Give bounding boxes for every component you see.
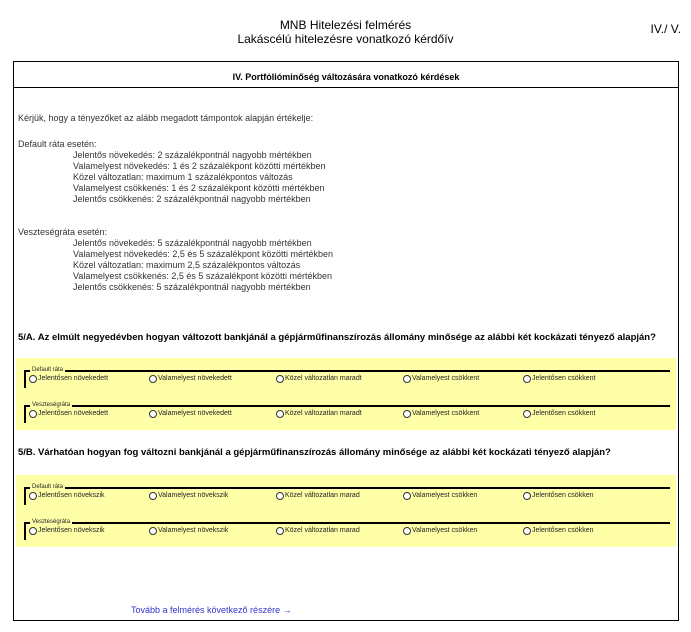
q5a-loss-option-5[interactable]: Jelentősen csökkent — [523, 409, 595, 419]
group-label: Veszteségráta — [32, 519, 71, 525]
q5b-loss-option-2[interactable]: Valamelyest növekszik — [149, 526, 228, 536]
q5b-default-option-3[interactable]: Közel változatlan marad — [276, 491, 360, 501]
section-divider — [14, 87, 678, 88]
list-item: Közel változatlan: maximum 2,5 százalékpontos változás — [73, 260, 301, 270]
default-rate-list — [73, 150, 325, 205]
radio-icon[interactable] — [403, 527, 411, 535]
q5a-default-rate-group — [24, 367, 670, 388]
q5b-default-option-1[interactable]: Jelentősen növekszik — [29, 491, 105, 501]
page-header — [0, 18, 691, 46]
header-subtitle: Lakáscélú hitelezésre vonatkozó kérdőív — [237, 32, 454, 46]
section-title: IV. Portfólióminőség változására vonatkozó kérdések — [232, 72, 460, 82]
q5a-loss-option-1[interactable]: Jelentősen növekedett — [29, 409, 108, 419]
q5a-default-option-2[interactable]: Valamelyest növekedett — [149, 374, 232, 384]
questionnaire-frame — [13, 61, 679, 621]
list-item: Valamelyest növekedés: 2,5 és 5 százalékpont közötti mértékben — [73, 249, 333, 259]
radio-icon[interactable] — [523, 527, 531, 535]
q5b-loss-option-4[interactable]: Valamelyest csökken — [403, 526, 477, 536]
list-item: Valamelyest csökkenés: 2,5 és 5 százalékpont közötti mértékben — [73, 271, 332, 281]
group-label: Veszteségráta — [32, 402, 71, 408]
radio-icon[interactable] — [276, 410, 284, 418]
question-5a: 5/A. Az elmúlt negyedévben hogyan változott bankjánál a gépjárműfinanszírozás állomány minősége az alábbi két kockázati tényező alapján? — [18, 332, 656, 343]
q5a-loss-option-4[interactable]: Valamelyest csökkent — [403, 409, 479, 419]
loss-rate-title: Veszteségráta esetén: — [18, 227, 108, 237]
default-rate-title: Default ráta esetén: — [18, 139, 97, 149]
next-section-link[interactable]: Tovább a felmérés következő részére → — [131, 605, 292, 615]
q5a-default-option-4[interactable]: Valamelyest csökkent — [403, 374, 479, 384]
q5b-default-option-2[interactable]: Valamelyest növekszik — [149, 491, 228, 501]
radio-icon[interactable] — [523, 375, 531, 383]
q5a-default-option-5[interactable]: Jelentősen csökkent — [523, 374, 595, 384]
q5b-loss-option-3[interactable]: Közel változatlan marad — [276, 526, 360, 536]
q5a-loss-rate-group — [24, 402, 670, 423]
list-item: Valamelyest csökkenés: 1 és 2 százalékpont közötti mértékben — [73, 183, 325, 193]
q5b-default-option-5[interactable]: Jelentősen csökken — [523, 491, 593, 501]
q5a-loss-option-2[interactable]: Valamelyest növekedett — [149, 409, 232, 419]
list-item: Jelentős növekedés: 2 százalékpontnál nagyobb mértékben — [73, 150, 312, 160]
group-label: Default ráta — [32, 367, 64, 373]
q5b-default-option-4[interactable]: Valamelyest csökken — [403, 491, 477, 501]
list-item: Jelentős növekedés: 5 százalékpontnál nagyobb mértékben — [73, 238, 312, 248]
question-5a-answers — [16, 358, 676, 430]
radio-icon[interactable] — [403, 410, 411, 418]
radio-icon[interactable] — [29, 410, 37, 418]
list-item: Valamelyest növekedés: 1 és 2 százalékpont közötti mértékben — [73, 161, 326, 171]
q5b-default-rate-group — [24, 484, 670, 505]
q5b-loss-rate-group — [24, 519, 670, 540]
part-indicator: IV./ V. — [650, 22, 681, 36]
radio-icon[interactable] — [149, 410, 157, 418]
list-item: Jelentős csökkenés: 2 százalékpontnál nagyobb mértékben — [73, 194, 311, 204]
radio-icon[interactable] — [523, 410, 531, 418]
radio-icon[interactable] — [276, 492, 284, 500]
intro-text: Kérjük, hogy a tényezőket az alább megadott támpontok alapján értékelje: — [18, 113, 314, 123]
q5a-default-option-1[interactable]: Jelentősen növekedett — [29, 374, 108, 384]
radio-icon[interactable] — [276, 375, 284, 383]
q5a-default-option-3[interactable]: Közel változatlan maradt — [276, 374, 362, 384]
radio-icon[interactable] — [29, 375, 37, 383]
list-item: Közel változatlan: maximum 1 százalékpontos változás — [73, 172, 293, 182]
radio-icon[interactable] — [403, 492, 411, 500]
question-5b-answers — [16, 475, 676, 547]
loss-rate-list — [73, 238, 333, 293]
q5b-loss-option-1[interactable]: Jelentősen növekszik — [29, 526, 105, 536]
radio-icon[interactable] — [149, 375, 157, 383]
header-title: MNB Hitelezési felmérés — [279, 18, 412, 32]
list-item: Jelentős csökkenés: 5 százalékpontnál nagyobb mértékben — [73, 282, 311, 292]
radio-icon[interactable] — [276, 527, 284, 535]
q5b-loss-option-5[interactable]: Jelentősen csökken — [523, 526, 593, 536]
radio-icon[interactable] — [29, 492, 37, 500]
radio-icon[interactable] — [149, 527, 157, 535]
radio-icon[interactable] — [523, 492, 531, 500]
radio-icon[interactable] — [149, 492, 157, 500]
radio-icon[interactable] — [403, 375, 411, 383]
radio-icon[interactable] — [29, 527, 37, 535]
group-label: Default ráta — [32, 484, 64, 490]
q5a-loss-option-3[interactable]: Közel változatlan maradt — [276, 409, 362, 419]
question-5b: 5/B. Várhatóan hogyan fog változni bankjánál a gépjárműfinanszírozás állomány minősége az alábbi két kockázati tényező alapján? — [18, 447, 611, 458]
